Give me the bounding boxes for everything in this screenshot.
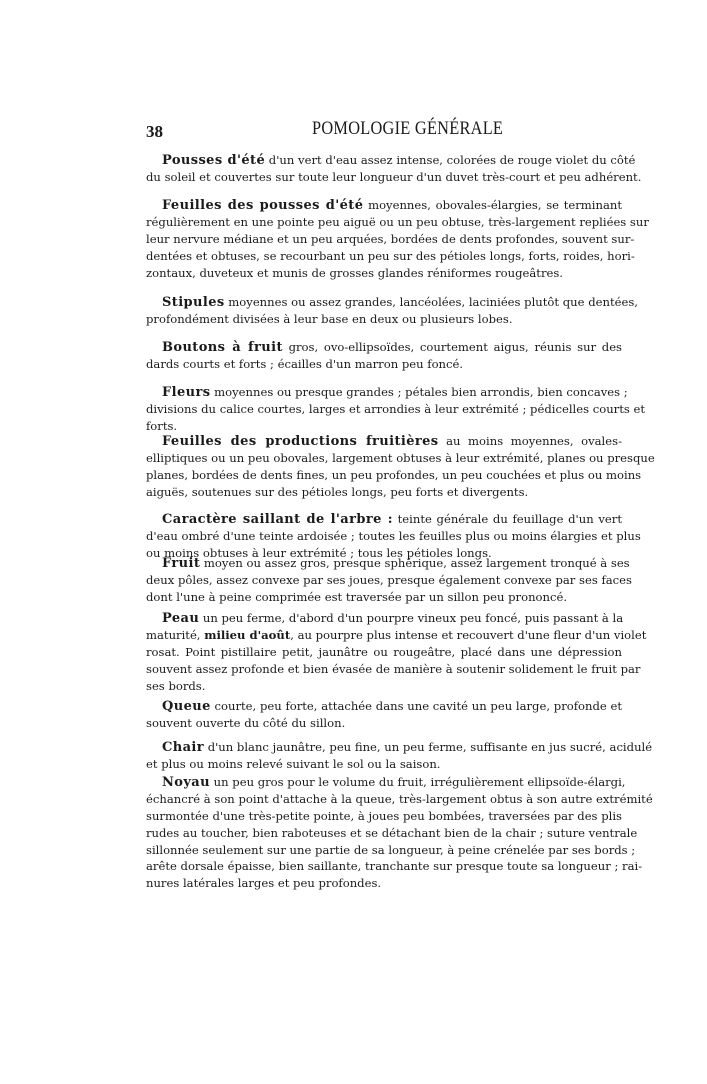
line-text: teinte générale du feuillage d'un vert xyxy=(392,512,622,526)
line-text: courte, peu forte, attachée dans une cavité un peu large, profonde et xyxy=(210,699,622,713)
line-text: souvent ouverte du côté du sillon. xyxy=(146,715,346,730)
line-text: moyen ou assez gros, presque sphérique, assez largement tronqué à ses xyxy=(200,556,630,570)
line-text: forts. xyxy=(146,418,178,433)
text-line xyxy=(146,511,622,528)
text-line xyxy=(146,555,630,572)
line-text: du soleil et couvertes sur toute leur longueur d'un duvet très-court et peu adhérent. xyxy=(146,169,642,184)
text-line xyxy=(146,739,653,756)
text-line xyxy=(146,528,641,545)
line-text: profondément divisées à leur base en deux ou plusieurs lobes. xyxy=(146,311,513,326)
line-text: zontaux, duveteux et munis de grosses glandes réniformes rougeâtres. xyxy=(146,265,563,280)
line-text: gros, ovo-ellipsoïdes, courtement aigus, réunis sur des xyxy=(282,340,623,354)
text-line xyxy=(146,875,622,892)
line-text: un peu ferme, d'abord d'un pourpre vineux peu foncé, puis passant à la xyxy=(199,611,624,625)
line-text: , au pourpre plus intense et recouvert d'une fleur d'un violet xyxy=(290,627,647,642)
line-text: divisions du calice courtes, larges et arrondies à leur extrémité ; pédicelles courts et xyxy=(146,401,646,416)
text-line xyxy=(146,842,636,859)
text-line xyxy=(146,467,642,484)
text-line xyxy=(146,572,632,589)
text-line xyxy=(146,825,638,842)
line-text: moyennes, obovales-élargies, se terminant xyxy=(363,198,622,212)
paragraph-noyau xyxy=(146,774,653,892)
text-line xyxy=(146,661,641,678)
text-line xyxy=(146,152,636,169)
line-text: rosat. Point pistillaire petit, jaunâtre ou rougeâtre, placé dans une dépression xyxy=(146,644,622,659)
paragraph-feuilles-des-pousses xyxy=(146,197,649,281)
line-text: nures latérales larges et peu profondes. xyxy=(146,876,382,891)
emphasis-text: milieu d'août xyxy=(204,627,291,642)
text-line xyxy=(146,858,643,875)
paragraph-fruit xyxy=(146,555,632,606)
line-text: ses bords. xyxy=(146,678,206,693)
text-line xyxy=(146,627,647,644)
line-text: d'eau ombré d'une teinte ardoisée ; toutes les feuilles plus ou moins élargies et plus xyxy=(146,528,641,543)
page-number: 38 xyxy=(146,122,163,141)
line-text: moyennes ou assez grandes, lancéolées, laciniées plutôt que dentées, xyxy=(224,295,638,309)
text-line xyxy=(146,356,622,373)
line-text: dentées et obtuses, se recourbant un peu sur des pétioles longs, forts, roides, hori- xyxy=(146,248,635,263)
paragraph-fleurs xyxy=(146,384,646,435)
line-text: d'un vert d'eau assez intense, colorées de rouge violet du côté xyxy=(265,153,636,167)
text-line xyxy=(146,774,626,791)
line-text: et plus ou moins relevé suivant le sol ou la saison. xyxy=(146,756,441,771)
paragraph-term: Stipules xyxy=(162,295,225,310)
text-line xyxy=(146,433,622,450)
line-text: planes, bordées de dents fines, un peu profondes, un peu couchées et plus ou moins xyxy=(146,467,642,482)
paragraph-chair xyxy=(146,739,653,773)
paragraph-term: Noyau xyxy=(162,775,210,790)
paragraph-pousses-d-ete xyxy=(146,152,642,186)
text-line xyxy=(146,214,649,231)
text-line xyxy=(146,169,642,186)
paragraph-term: Caractère saillant de l'arbre : xyxy=(162,512,393,527)
paragraph-term: Peau xyxy=(162,611,200,626)
line-text: au moins moyennes, ovales- xyxy=(438,434,622,448)
line-text: elliptiques ou un peu obovales, largement obtuses à leur extrémité, planes ou presque xyxy=(146,450,655,465)
paragraph-term: Queue xyxy=(162,699,211,714)
text-line xyxy=(146,808,622,825)
text-line xyxy=(146,756,622,773)
text-line xyxy=(146,248,635,265)
text-line xyxy=(146,791,653,808)
line-text: souvent assez profonde et bien évasée de manière à soutenir solidement le fruit par xyxy=(146,661,641,676)
text-line xyxy=(146,311,622,328)
line-text: maturité, xyxy=(146,627,205,642)
text-line xyxy=(146,294,638,311)
text-line xyxy=(146,384,628,401)
text-line xyxy=(146,698,622,715)
paragraph-term: Boutons à fruit xyxy=(162,340,283,355)
line-text: arête dorsale épaisse, bien saillante, tranchante sur presque toute sa longueur ; rai- xyxy=(146,859,643,874)
line-text: un peu gros pour le volume du fruit, irrégulièrement ellipsoïde-élargi, xyxy=(209,775,626,789)
line-text: régulièrement en une pointe peu aiguë ou un peu obtuse, très-largement repliées sur xyxy=(146,214,649,229)
paragraph-term: Feuilles des pousses d'été xyxy=(162,198,364,213)
paragraph-term: Pousses d'été xyxy=(162,153,266,168)
paragraph-term: Feuilles des productions fruitières xyxy=(162,434,439,449)
text-line xyxy=(146,484,622,501)
paragraph-term: Chair xyxy=(162,740,205,755)
text-line xyxy=(146,450,655,467)
paragraph-queue xyxy=(146,698,622,732)
line-text: sillonnée seulement sur une partie de sa longueur, à peine crénelée par ses bords ; xyxy=(146,842,636,857)
text-line xyxy=(146,644,622,661)
text-line xyxy=(146,589,622,606)
paragraph-feuilles-des-productions xyxy=(146,433,655,501)
paragraph-term: Fruit xyxy=(162,556,201,571)
line-text: rudes au toucher, bien raboteuses et se détachant bien de la chair ; suture ventrale xyxy=(146,825,638,840)
line-text: aiguës, soutenues sur des pétioles longs, peu forts et divergents. xyxy=(146,484,529,499)
text-line xyxy=(146,715,622,732)
text-line xyxy=(146,231,635,248)
text-line xyxy=(146,265,622,282)
paragraph-term: Fleurs xyxy=(162,385,211,400)
running-title: POMOLOGIE GÉNÉRALE xyxy=(312,118,504,139)
paragraph-stipules xyxy=(146,294,638,328)
paragraph-boutons-a-fruit xyxy=(146,339,622,373)
line-text: ou moins obtuses à leur extrémité ; tous les pétioles longs. xyxy=(146,545,492,560)
line-text: dards courts et forts ; écailles d'un marron peu foncé. xyxy=(146,356,464,371)
text-line xyxy=(146,401,646,418)
line-text: moyennes ou presque grandes ; pétales bien arrondis, bien concaves ; xyxy=(210,385,628,399)
line-text: deux pôles, assez convexe par ses joues, presque également convexe par ses faces xyxy=(146,572,632,587)
line-text: d'un blanc jaunâtre, peu fine, un peu ferme, suffisante en jus sucré, acidulé xyxy=(204,740,653,754)
text-line xyxy=(146,339,622,356)
text-line xyxy=(146,678,622,695)
line-text: leur nervure médiane et un peu arquées, bordées de dents profondes, souvent sur- xyxy=(146,231,635,246)
line-text: surmontée d'une très-petite pointe, à joues peu bombées, traversées par des plis xyxy=(146,808,622,823)
paragraph-peau xyxy=(146,610,647,694)
line-text: échancré à son point d'attache à la queue, très-largement obtus à son autre extrémité xyxy=(146,791,653,806)
line-text: dont l'une à peine comprimée est traversée par un sillon peu prononcé. xyxy=(146,589,568,604)
text-line xyxy=(146,610,622,627)
text-line xyxy=(146,197,622,214)
